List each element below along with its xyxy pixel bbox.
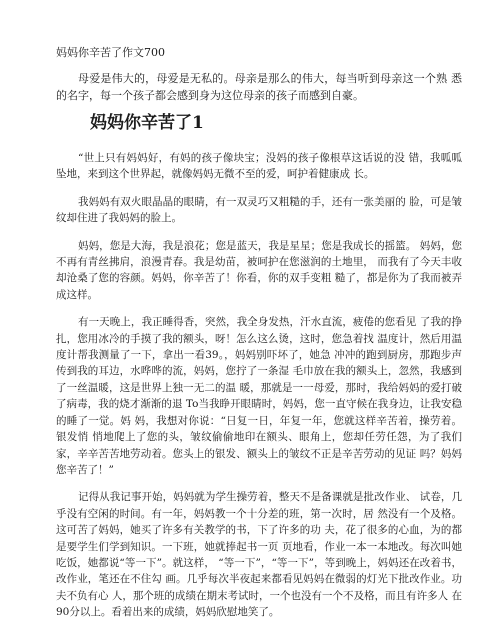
intro-paragraph: 母爱是伟大的，母爱是无私的。母亲是那么的伟大，每当听到母亲这一个熟 悉的名字，每一个孩子都会感到身为这位母亲的孩子而感到自豪。 bbox=[56, 72, 462, 102]
essay-body bbox=[56, 150, 462, 632]
essay-paragraph: 我妈妈有双火眼晶晶的眼睛，有一双灵巧又粗糙的手，还有一张美丽的 脸，可是皱纹却住进了我妈妈的脸上。 bbox=[56, 195, 462, 225]
essay-heading: 妈妈你辛苦了1 bbox=[90, 113, 204, 133]
document-title: 妈妈你辛苦了作文700 bbox=[56, 46, 165, 59]
essay-paragraph: 妈妈，您是大海，我是浪花；您是蓝天，我是星星；您是我成长的摇篮。 妈妈，您不再有青丝拂肩，浪漫青春。我是幼苗，被呵护在您滋润的土地里， 而我有了今天丰收却沧桑了您的容颜。妈妈，你辛苦了！你看，你的双手变粗 糙了，都是你为了我而被弄成这样。 bbox=[56, 239, 462, 301]
essay-paragraph: “世上只有妈妈好，有妈的孩子像块宝；没妈的孩子像根草这话说的没 错，我呱呱坠地，来到这个世界起，就像妈妈无微不至的爱，呵护着健康成 长。 bbox=[56, 152, 462, 181]
essay-paragraph: 有一天晚上，我正睡得香，突然，我全身发热，汗水直流，疲倦的您看见 了我的挣扎，您用冰冷的手摸了我的额头，呀！怎么这么烫，这时，您急着找 温度计，然后用温度计帮我测量了一下，拿出一看39。，妈妈别吓坏了，她急 冲冲的跑到厨房，那跑步声传到我的耳边，水哗哗的流，妈妈，您拧了一条湿 毛巾放在我的额头上，忽然，我感到了一丝温暖，这是世界上独一无二的温 暖，那就是一一母爱，那时，我给妈妈的爱打破了病毒，我的烧才渐渐的退 To当我睁开眼睛时，妈妈，您一直守候在我身边，让我安稳的睡了一觉。妈 妈，我想对你说：“日复一日，年复一年，您就这样辛苦着，操劳着。银发悄 悄地爬上了您的头，皱纹偷偷地印在额头、眼角上，您却任劳任怨，为了我们 家，辛辛苦苦地劳动着。您头上的银发、额头上的皱纹不正是辛苦劳动的见证 吗？妈妈您辛苦了！” bbox=[56, 316, 462, 476]
essay-paragraph: 记得从我记事开始，妈妈就为学生操劳着，整天不是备课就是批改作业、 试卷，几乎没有空闲的时间。有一年，妈妈教一个十分差的班，第一次时，居 然没有一个及格。这可苦了妈妈，她买了许多有关教学的书，下了许多的功 夫，花了很多的心血，为的都是要学生们学到知识。一下班，她就捧起书一页 页地看，作业一本一本地改。每次叫她吃饭，她都说“等一下”。就这样， “等一下”，“等一下”，等到晚上，妈妈还在改着书，改作业，笔还在不住勾 画。几乎每次半夜起来都看见妈妈在微弱的灯光下批改作业。功夫不负有心 人，那个班的成绩在期末考试时，一个也没有一个不及格，而且有许多人 在90分以上。看着出来的成绩，妈妈欣慰地笑了。 bbox=[56, 491, 462, 619]
